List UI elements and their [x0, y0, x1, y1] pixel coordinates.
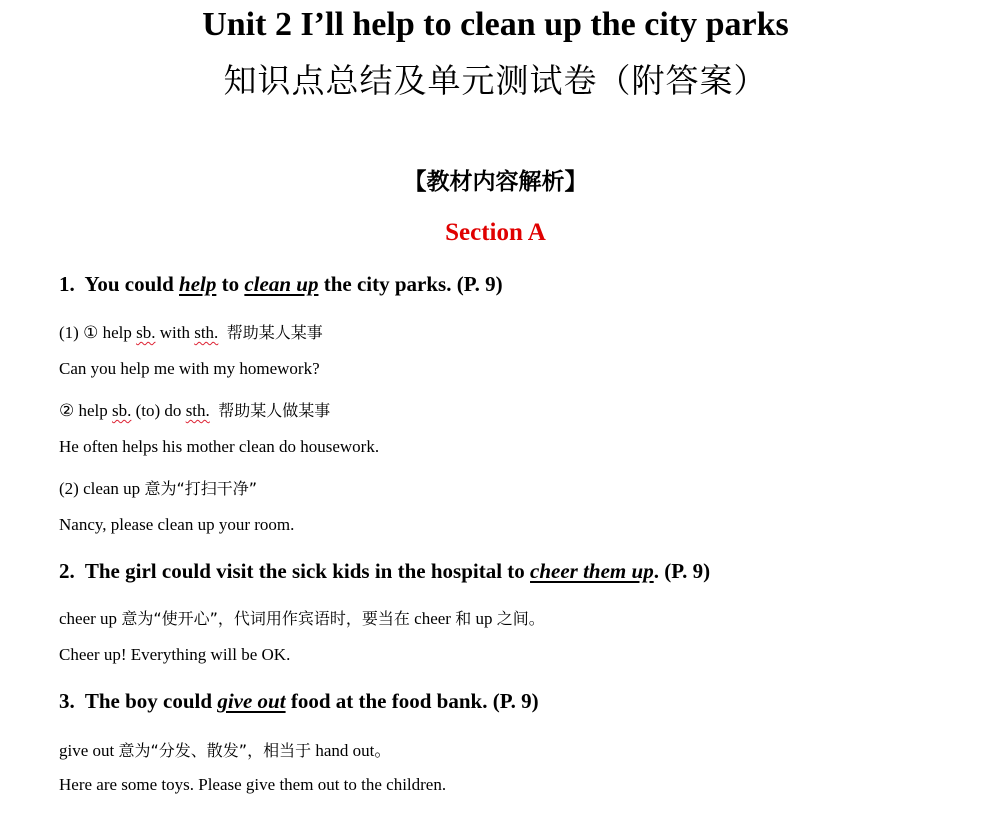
item-1-line-1: (1) ① help sb. with sth. 帮助某人某事 [59, 323, 323, 342]
item-1-line-2: Can you help me with my homework? [59, 359, 320, 378]
item-1-line-5: (2) clean up 意为“打扫干净” [59, 479, 258, 498]
title-english: Unit 2 I’ll help to clean up the city parks [202, 6, 789, 43]
item-3-line-2: Here are some toys. Please give them out to the children. [59, 775, 447, 794]
item-3-line-1: give out 意为“分发、散发”，相当于 hand out。 [59, 741, 392, 760]
title-chinese: 知识点总结及单元测试卷（附答案） [223, 61, 768, 100]
keyword-cheer-them-up: cheer them up [530, 559, 654, 583]
section-a-heading: Section A [445, 219, 546, 246]
item-2-heading: 2. The girl could visit the sick kids in the hospital to cheer them up. (P. 9) [59, 559, 711, 583]
item-1-line-4: He often helps his mother clean do housework. [59, 437, 380, 456]
item-1-line-3: ② help sb. (to) do sth. 帮助某人做某事 [59, 401, 331, 420]
item-1-line-6: Nancy, please clean up your room. [59, 515, 295, 534]
item-2-line-1: cheer up 意为“使开心”，代词用作宾语时，要当在 cheer 和 up 之间。 [59, 609, 545, 628]
item-1-heading: 1. You could help to clean up the city parks. (P. 9) [59, 272, 503, 296]
section-heading-cn: 【教材内容解析】 [403, 168, 588, 195]
keyword-clean-up: clean up [244, 272, 319, 296]
item-3-heading: 3. The boy could give out food at the food bank. (P. 9) [59, 689, 539, 713]
item-2-line-2: Cheer up! Everything will be OK. [59, 645, 291, 664]
keyword-give-out: give out [217, 689, 286, 713]
keyword-help: help [179, 272, 217, 296]
